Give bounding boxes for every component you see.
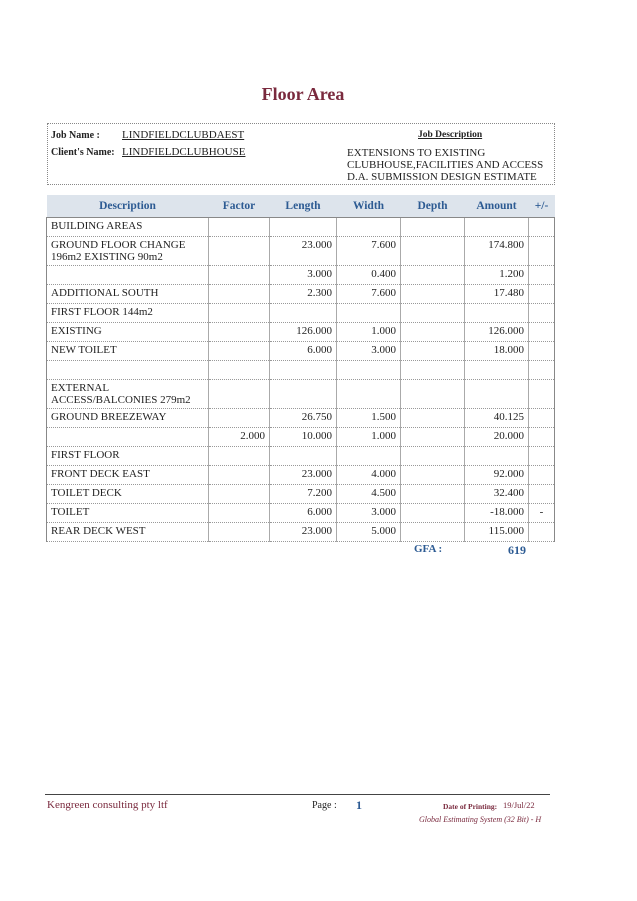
header-length: Length — [270, 195, 337, 218]
cell-factor — [209, 523, 270, 542]
table-row — [47, 361, 555, 380]
cell-depth — [401, 285, 465, 304]
cell-factor — [209, 285, 270, 304]
cell-description: EXTERNAL ACCESS/BALCONIES 279m2 — [47, 380, 209, 409]
cell-width: 7.600 — [337, 285, 401, 304]
gfa-label: GFA : — [414, 543, 443, 555]
cell-amount — [465, 218, 529, 237]
table-row — [47, 304, 555, 323]
table-row — [47, 428, 555, 447]
cell-length: 2.300 — [270, 285, 337, 304]
footer-system: Global Estimating System (32 Bit) - H — [419, 815, 542, 824]
cell-length: 23.000 — [270, 237, 337, 266]
cell-factor — [209, 447, 270, 466]
cell-description: FRONT DECK EAST — [47, 466, 209, 485]
table-row — [47, 237, 555, 266]
cell-depth — [401, 323, 465, 342]
cell-length: 23.000 — [270, 523, 337, 542]
client-name-label: Client's Name: — [51, 147, 115, 158]
cell-description: BUILDING AREAS — [47, 218, 209, 237]
table-row — [47, 380, 555, 409]
floor-area-table — [46, 195, 555, 542]
cell-description: FIRST FLOOR — [47, 447, 209, 466]
cell-width: 4.500 — [337, 485, 401, 504]
cell-amount: 1.200 — [465, 266, 529, 285]
cell-factor — [209, 342, 270, 361]
cell-factor — [209, 380, 270, 409]
cell-description — [47, 428, 209, 447]
cell-amount: 17.480 — [465, 285, 529, 304]
cell-depth — [401, 523, 465, 542]
cell-amount: 126.000 — [465, 323, 529, 342]
cell-depth — [401, 409, 465, 428]
header-sign: +/- — [529, 195, 555, 218]
cell-length: 7.200 — [270, 485, 337, 504]
footer-page-label: Page : — [312, 800, 337, 811]
cell-depth — [401, 218, 465, 237]
footer-date: 19/Jul/22 — [503, 800, 535, 810]
footer-company: Kengreen consulting pty ltf — [47, 799, 168, 811]
cell-amount: 92.000 — [465, 466, 529, 485]
cell-amount: 115.000 — [465, 523, 529, 542]
footer-page-number: 1 — [356, 798, 362, 812]
cell-sign — [529, 447, 555, 466]
cell-sign: - — [529, 504, 555, 523]
cell-description: ADDITIONAL SOUTH — [47, 285, 209, 304]
job-name-value: LINDFIELDCLUBDAEST — [122, 129, 245, 141]
cell-depth — [401, 504, 465, 523]
cell-description — [47, 266, 209, 285]
table-header-row — [47, 195, 555, 218]
cell-depth — [401, 361, 465, 380]
header-width: Width — [337, 195, 401, 218]
cell-width — [337, 304, 401, 323]
cell-sign — [529, 428, 555, 447]
cell-sign — [529, 285, 555, 304]
cell-factor — [209, 323, 270, 342]
cell-amount: 40.125 — [465, 409, 529, 428]
cell-factor — [209, 304, 270, 323]
cell-width: 1.000 — [337, 428, 401, 447]
cell-length: 6.000 — [270, 342, 337, 361]
cell-amount — [465, 361, 529, 380]
cell-factor — [209, 266, 270, 285]
table-row — [47, 266, 555, 285]
cell-description — [47, 361, 209, 380]
cell-amount: 20.000 — [465, 428, 529, 447]
cell-factor — [209, 361, 270, 380]
cell-factor — [209, 504, 270, 523]
cell-amount: -18.000 — [465, 504, 529, 523]
table-row — [47, 342, 555, 361]
header-amount: Amount — [465, 195, 529, 218]
header-depth: Depth — [401, 195, 465, 218]
cell-amount — [465, 447, 529, 466]
cell-description: REAR DECK WEST — [47, 523, 209, 542]
cell-length: 23.000 — [270, 466, 337, 485]
cell-description: GROUND FLOOR CHANGE 196m2 EXISTING 90m2 — [47, 237, 209, 266]
cell-description: TOILET DECK — [47, 485, 209, 504]
cell-width — [337, 447, 401, 466]
header-factor: Factor — [209, 195, 270, 218]
table-row — [47, 285, 555, 304]
cell-depth — [401, 304, 465, 323]
table-row — [47, 323, 555, 342]
cell-sign — [529, 409, 555, 428]
cell-width — [337, 361, 401, 380]
cell-depth — [401, 485, 465, 504]
cell-amount: 18.000 — [465, 342, 529, 361]
header-description: Description — [47, 195, 209, 218]
footer-date-label: Date of Printing: — [443, 802, 498, 811]
cell-sign — [529, 523, 555, 542]
job-description-line: CLUBHOUSE,FACILITIES AND ACCESS — [347, 159, 544, 171]
cell-length — [270, 447, 337, 466]
cell-width: 5.000 — [337, 523, 401, 542]
cell-length: 10.000 — [270, 428, 337, 447]
cell-length — [270, 380, 337, 409]
cell-width: 4.000 — [337, 466, 401, 485]
cell-description: FIRST FLOOR 144m2 — [47, 304, 209, 323]
cell-length — [270, 218, 337, 237]
cell-factor — [209, 409, 270, 428]
cell-sign — [529, 323, 555, 342]
page-title: Floor Area — [261, 84, 345, 104]
cell-width: 7.600 — [337, 237, 401, 266]
cell-width: 3.000 — [337, 342, 401, 361]
cell-length — [270, 304, 337, 323]
cell-width: 1.500 — [337, 409, 401, 428]
cell-factor — [209, 485, 270, 504]
table-row — [47, 409, 555, 428]
gfa-value: 619 — [508, 543, 526, 557]
cell-length: 3.000 — [270, 266, 337, 285]
cell-sign — [529, 361, 555, 380]
cell-width — [337, 218, 401, 237]
cell-depth — [401, 380, 465, 409]
cell-depth — [401, 466, 465, 485]
cell-sign — [529, 380, 555, 409]
cell-factor — [209, 237, 270, 266]
cell-length: 126.000 — [270, 323, 337, 342]
cell-description: GROUND BREEZEWAY — [47, 409, 209, 428]
footer-divider — [45, 794, 550, 795]
cell-depth — [401, 447, 465, 466]
job-description-title: Job Description — [418, 130, 483, 140]
job-description-line: D.A. SUBMISSION DESIGN ESTIMATE — [347, 171, 537, 183]
cell-amount: 174.800 — [465, 237, 529, 266]
cell-description: TOILET — [47, 504, 209, 523]
cell-width: 3.000 — [337, 504, 401, 523]
cell-sign — [529, 342, 555, 361]
cell-length: 6.000 — [270, 504, 337, 523]
cell-depth — [401, 266, 465, 285]
cell-width: 1.000 — [337, 323, 401, 342]
cell-factor: 2.000 — [209, 428, 270, 447]
cell-depth — [401, 428, 465, 447]
job-description-line: EXTENSIONS TO EXISTING — [347, 147, 486, 159]
cell-length — [270, 361, 337, 380]
cell-sign — [529, 466, 555, 485]
table-row — [47, 523, 555, 542]
cell-width — [337, 380, 401, 409]
cell-sign — [529, 266, 555, 285]
cell-factor — [209, 466, 270, 485]
cell-sign — [529, 304, 555, 323]
job-name-label: Job Name : — [51, 130, 100, 141]
table-row — [47, 485, 555, 504]
cell-sign — [529, 237, 555, 266]
table-row — [47, 218, 555, 237]
table-row — [47, 504, 555, 523]
job-info-box — [47, 123, 555, 185]
cell-depth — [401, 342, 465, 361]
cell-length: 26.750 — [270, 409, 337, 428]
cell-amount: 32.400 — [465, 485, 529, 504]
cell-description: NEW TOILET — [47, 342, 209, 361]
cell-factor — [209, 218, 270, 237]
table-row — [47, 447, 555, 466]
cell-amount — [465, 380, 529, 409]
cell-sign — [529, 218, 555, 237]
cell-sign — [529, 485, 555, 504]
cell-amount — [465, 304, 529, 323]
table-row — [47, 466, 555, 485]
client-name-value: LINDFIELDCLUBHOUSE — [122, 146, 246, 158]
cell-description: EXISTING — [47, 323, 209, 342]
cell-depth — [401, 237, 465, 266]
cell-width: 0.400 — [337, 266, 401, 285]
